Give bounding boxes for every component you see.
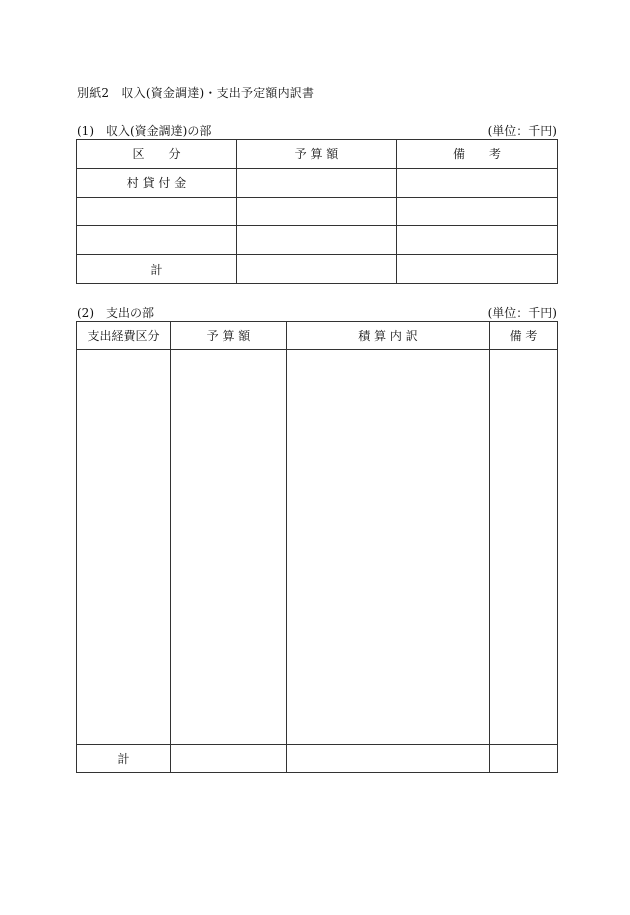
income-header-category: 区 分 bbox=[77, 140, 237, 169]
income-cell[interactable] bbox=[237, 226, 397, 255]
table-row bbox=[77, 197, 558, 226]
income-cell[interactable]: 村 貸 付 金 bbox=[77, 168, 237, 197]
income-cell[interactable] bbox=[237, 168, 397, 197]
income-cell[interactable] bbox=[237, 197, 397, 226]
table-row bbox=[77, 168, 558, 197]
expense-cell[interactable] bbox=[171, 350, 287, 745]
income-cell[interactable] bbox=[397, 168, 558, 197]
income-cell[interactable] bbox=[77, 197, 237, 226]
expense-header-budget: 予 算 額 bbox=[171, 322, 287, 350]
expense-total-breakdown[interactable] bbox=[287, 745, 490, 773]
expense-unit-label: (単位：千円) bbox=[487, 306, 557, 320]
income-section-header bbox=[77, 122, 557, 139]
expense-total-row bbox=[77, 745, 558, 773]
income-section-heading: (1) 収入(資金調達)の部 bbox=[77, 124, 212, 138]
expense-header-remarks: 備 考 bbox=[490, 322, 558, 350]
expense-cell[interactable] bbox=[287, 350, 490, 745]
income-header-budget: 予 算 額 bbox=[237, 140, 397, 169]
income-total-remarks[interactable] bbox=[397, 255, 558, 284]
expense-header-row bbox=[77, 322, 558, 350]
document-title: 別紙2 収入(資金調達)・支出予定額内訳書 bbox=[77, 86, 315, 100]
expense-cell[interactable] bbox=[77, 350, 171, 745]
income-total-label: 計 bbox=[77, 255, 237, 284]
expense-section-heading: (2) 支出の部 bbox=[77, 306, 154, 320]
income-total-amount[interactable] bbox=[237, 255, 397, 284]
expense-header-breakdown: 積 算 内 訳 bbox=[287, 322, 490, 350]
expense-cell[interactable] bbox=[490, 350, 558, 745]
income-cell[interactable] bbox=[77, 226, 237, 255]
expense-total-label: 計 bbox=[77, 745, 171, 773]
expense-header-category: 支出経費区分 bbox=[77, 322, 171, 350]
expense-total-amount[interactable] bbox=[171, 745, 287, 773]
expense-section-header bbox=[77, 304, 557, 321]
income-cell[interactable] bbox=[397, 197, 558, 226]
income-unit-label: (単位：千円) bbox=[487, 124, 557, 138]
income-cell[interactable] bbox=[397, 226, 558, 255]
income-total-row bbox=[77, 255, 558, 284]
table-row bbox=[77, 350, 558, 745]
income-header-remarks: 備 考 bbox=[397, 140, 558, 169]
income-table bbox=[76, 139, 558, 284]
expense-table bbox=[76, 321, 558, 773]
expense-total-remarks[interactable] bbox=[490, 745, 558, 773]
income-header-row bbox=[77, 140, 558, 169]
table-row bbox=[77, 226, 558, 255]
